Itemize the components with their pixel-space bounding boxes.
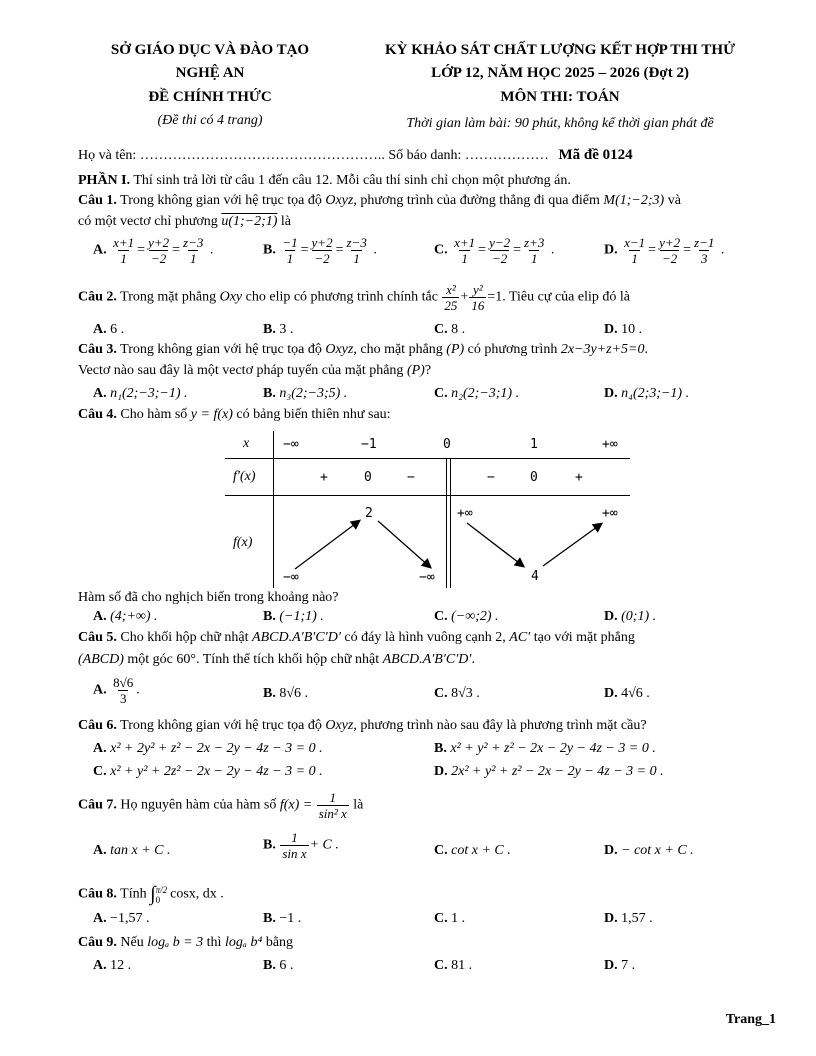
f-limit-bottom: −∞ (283, 570, 299, 585)
q6-label: Câu 6. (78, 718, 117, 733)
option-value: − cot x + C . (621, 843, 694, 858)
q7-text-b: là (349, 797, 364, 813)
q8-option-a[interactable] (93, 911, 150, 927)
frac-num: 8√6 (113, 675, 134, 690)
option-value: (4;+∞) . (110, 609, 158, 624)
option-label: D. (434, 764, 448, 779)
frac-num: x² (446, 282, 456, 297)
option-value: −1,57 . (110, 911, 150, 926)
option-value: x² + y² + 2z² − 2x − 2y − 4z − 3 = 0 . (110, 764, 323, 779)
frac-num: 1 (329, 790, 336, 805)
frac-den: 3 (119, 691, 127, 706)
f-limit-top: +∞ (602, 506, 618, 521)
f-limit-bottom: −∞ (419, 570, 435, 585)
frac-num: x+1 (454, 235, 476, 250)
frac-den: 1 (461, 251, 468, 266)
option-value: −1 . (279, 911, 302, 926)
official-label: ĐỀ CHÍNH THỨC (148, 89, 272, 105)
fprime-sign: − (487, 470, 495, 485)
frac-num: x−1 (624, 235, 646, 250)
option-value: tan x + C . (110, 843, 171, 858)
q5-option-a[interactable]: A. $\frac{8√6}{3}$ . (93, 675, 140, 706)
option-label: D. (604, 958, 618, 973)
frac-den: 1 (120, 251, 127, 266)
option-label: D. (604, 322, 618, 337)
q2-line1: Câu 2. Trong mặt phẳng Oxy cho elip có phương trình chính tắc $\frac{\text{x²}}{25}$ + $\frac{\text{y²}}{16}$ =1. Tiêu cự của elip đó là (78, 282, 630, 313)
option-value: 10 . (621, 322, 643, 337)
q2-option-b[interactable] (263, 322, 293, 338)
frac-num: z−3 (346, 235, 367, 250)
option-value: 6 . (110, 322, 125, 337)
q5-plane: (ABCD) (78, 652, 124, 667)
q1-text-b: , phương trình của đường thẳng đi qua điểm (353, 193, 604, 208)
q3-line2 (78, 363, 431, 379)
q1-line2 (78, 214, 291, 230)
q7-text: Họ nguyên hàm của hàm số (116, 797, 280, 813)
option-value: n₁(2;−3;−1) . (110, 386, 188, 401)
option-label: B. (263, 837, 276, 853)
q9-option-d[interactable] (604, 958, 635, 974)
q9-log-target: logₐ b⁴ (224, 935, 263, 950)
option-label: B. (263, 242, 276, 258)
f-max-value: 2 (365, 506, 373, 521)
f-min-value: 4 (531, 569, 539, 584)
exam-code: Mã đề 0124 (558, 147, 633, 163)
department-name: SỞ GIÁO DỤC VÀ ĐÀO TẠO (110, 42, 310, 58)
q5-text-b: có đáy là hình vuông cạnh (340, 630, 496, 645)
q8-option-c[interactable] (434, 911, 465, 927)
fprime-zero: 0 (530, 470, 538, 485)
q2-text-b: cho elip có phương trình chính tắc (242, 289, 442, 305)
frac-den: 1 (286, 251, 294, 266)
option-label: C. (434, 386, 448, 401)
q6-option-b[interactable] (434, 741, 656, 757)
option-label: B. (434, 741, 447, 756)
option-label: C. (434, 911, 448, 926)
part1-instruction: Thí sinh trả lời từ câu 1 đến câu 12. Mỗi câu thí sinh chỉ chọn một phương án. (130, 173, 571, 188)
option-label: D. (604, 686, 618, 701)
option-value: 8√3 . (451, 686, 480, 701)
q5-line2-end: . (471, 652, 475, 667)
option-value: 3 . (279, 322, 294, 337)
subject-title: MÔN THI: TOÁN (500, 89, 620, 105)
lower-bound: 0 (155, 894, 161, 905)
q4-question: Hàm số đã cho nghịch biến trong khoảng nào? (78, 590, 339, 605)
fprime-sign: − (407, 470, 415, 485)
q3-text-b: , cho mặt phẳng (353, 342, 447, 357)
q6-oxyz: Oxyz (325, 718, 354, 733)
q5-option-b[interactable] (263, 686, 308, 702)
option-label: C. (434, 609, 448, 624)
q3-line2-end: ? (424, 363, 432, 378)
q3-line1: Câu 3. Trong không gian với hệ trục tọa độ Oxyz, cho mặt phẳng (P) có phương trình 2x−3y+z+5=0. (78, 342, 648, 357)
q3-label: Câu 3. (78, 342, 117, 357)
q3-plane: (P) (446, 342, 465, 357)
q2-oxy: Oxy (219, 289, 243, 305)
q6-text-b: , phương trình nào sau đây là phương trình mặt cầu? (353, 718, 647, 733)
page-count-note: (Đề thi có 4 trang) (157, 113, 263, 128)
option-label: B. (263, 322, 276, 337)
q4-line1 (78, 407, 391, 423)
grade-year: LỚP 12, NĂM HỌC 2025 – 2026 (Đợt 2) (431, 65, 689, 81)
q5-box: ABCD.A′B′C′D′ (252, 630, 341, 645)
q1-label: Câu 1. (78, 193, 117, 208)
q1-option-a[interactable]: A. $\frac{x+1}{1}$ = $\frac{y+2}{-2}$ = $\frac{z-3}{1}$ . (93, 235, 214, 266)
option-label: B. (263, 609, 276, 624)
q4-option-c[interactable] (434, 609, 499, 625)
integral-bounds (156, 885, 168, 905)
frac-den: 1 (631, 251, 638, 266)
option-value: n₃(2;−3;5) . (279, 386, 348, 401)
q9-line1 (78, 935, 293, 951)
q1-point: M(1;−2;3) (603, 193, 665, 208)
q7-option-b[interactable] (263, 830, 339, 861)
frac-num: z−1 (694, 235, 715, 250)
q1-oxyz: Oxyz (325, 193, 354, 208)
option-value: 1 . (451, 911, 466, 926)
option-label: A. (93, 958, 107, 973)
q8-label: Câu 8. (78, 886, 117, 902)
option-label: D. (604, 609, 618, 624)
q5-text: Cho khối hộp chữ nhật (116, 630, 253, 645)
option-label: D. (604, 843, 618, 858)
option-label: A. (93, 682, 107, 698)
q5-label: Câu 5. (78, 630, 117, 645)
fprime-sign: + (575, 470, 583, 485)
student-info-row (78, 147, 633, 164)
option-label: D. (604, 911, 618, 926)
fprime-zero: 0 (364, 470, 372, 485)
q8-text: Tính (116, 886, 151, 902)
q9-log-condition: logₐ b = 3 (147, 935, 204, 950)
q3-text: Trong không gian với hệ trục tọa độ (116, 342, 326, 357)
option-value: x² + y² + z² − 2x − 2y − 4z − 3 = 0 . (450, 741, 656, 756)
frac-num: 1 (291, 830, 298, 845)
option-label: D. (604, 242, 618, 258)
q9-option-b[interactable] (263, 958, 293, 974)
option-value: cot x + C . (451, 843, 511, 858)
option-value: 7 . (621, 958, 636, 973)
frac-den: −2 (491, 251, 508, 266)
q4-option-a[interactable] (93, 609, 158, 625)
frac-num: y+2 (311, 235, 333, 250)
q3-equation: 2x−3y+z+5=0 (560, 342, 645, 357)
q5-text-d: tạo với mặt phẳng (530, 630, 635, 645)
q8-line1 (78, 883, 224, 906)
q3-option-d[interactable] (604, 386, 689, 402)
q2-option-a[interactable] (93, 322, 124, 338)
option-value: (0;1) . (621, 609, 657, 624)
frac-den: 1 (530, 251, 538, 266)
q9-text-c: bằng (262, 935, 294, 950)
q5-line2-text: một góc (123, 652, 177, 667)
q2-text: Trong mặt phẳng (116, 289, 220, 305)
q5-option-c[interactable] (434, 686, 480, 702)
frac-den: 25 (444, 298, 458, 313)
page-number: Trang_1 (725, 1012, 776, 1027)
q2-label: Câu 2. (78, 289, 117, 305)
option-label: A. (93, 386, 107, 401)
fprime-label: f′(x) (233, 469, 256, 484)
option-value: 4√6 . (621, 686, 650, 701)
option-label: B. (263, 958, 276, 973)
exam-title: KỲ KHẢO SÁT CHẤT LƯỢNG KẾT HỢP THI THỬ (384, 42, 736, 58)
option-value: 8 . (451, 322, 466, 337)
frac-num: x+1 (113, 235, 135, 250)
integral-sign: ∫ (150, 883, 156, 905)
q9-label: Câu 9. (78, 935, 117, 950)
option-value: 2x² + y² + z² − 2x − 2y − 4z − 3 = 0 . (451, 764, 664, 779)
q4-text: Cho hàm số (116, 407, 191, 422)
q5-line2 (78, 652, 475, 668)
option-label: C. (434, 958, 448, 973)
q6-line1 (78, 718, 647, 734)
q8-option-d[interactable] (604, 911, 653, 927)
q2-text-c: . Tiêu cự của elip đó là (502, 289, 630, 305)
q8-expression: cosx, dx . (170, 886, 224, 902)
q9-text-b: thì (203, 935, 225, 950)
option-label: C. (434, 686, 448, 701)
q5-side: 2 (495, 630, 503, 645)
fprime-sign: + (320, 470, 328, 485)
option-label: C. (434, 242, 448, 258)
increasing-arrow (295, 521, 359, 569)
q4-option-b[interactable] (263, 609, 324, 625)
frac-den: 1 (189, 251, 197, 266)
q2-eq: =1 (487, 289, 503, 305)
option-value: 12 . (110, 958, 132, 973)
frac-den: sin x (282, 846, 307, 861)
option-label: C. (93, 764, 107, 779)
frac-num: −1 (282, 235, 298, 250)
q8-option-b[interactable] (263, 911, 301, 927)
time-limit: Thời gian làm bài: 90 phút, không kể thời gian phát đề (406, 116, 714, 131)
option-value: 6 . (279, 958, 294, 973)
decreasing-arrow (378, 521, 430, 567)
q1-option-d[interactable]: D. $\frac{x-1}{1}$ = $\frac{y+2}{-2}$ = $\frac{z-1}{3}$ . (604, 235, 725, 266)
q1-text-c: và (664, 193, 681, 208)
x-value: 1 (530, 437, 538, 452)
q5-text-c: , (502, 630, 510, 645)
q3-option-a[interactable] (93, 386, 188, 402)
frac-num: z+3 (524, 235, 545, 250)
option-label: B. (263, 686, 276, 701)
student-name-field: Họ và tên: …………………………………………….. (78, 148, 385, 163)
x-value: −1 (361, 437, 377, 452)
q7-option-d[interactable] (604, 843, 694, 859)
q5-box-2: ABCD.A′B′C′D′ (382, 652, 472, 667)
q3-line2-plane: (P) (406, 363, 425, 378)
q6-option-d[interactable] (434, 764, 664, 780)
q4-function: y = f(x) (190, 407, 233, 422)
option-label: A. (93, 242, 107, 258)
upper-bound: π/2 (155, 884, 168, 895)
q5-diagonal: AC′ (509, 630, 531, 645)
frac-den: −2 (150, 251, 167, 266)
x-value: +∞ (602, 437, 618, 452)
frac-num: y² (472, 282, 483, 297)
option-value: + C . (309, 837, 339, 853)
option-value: n₂(2;−3;1) . (451, 386, 520, 401)
q5-line2-text-c: . Tính thể tích khối hộp chữ nhật (196, 652, 383, 667)
frac-den: sin² x (318, 806, 347, 821)
option-label: A. (93, 741, 107, 756)
trend-arrows (225, 431, 630, 588)
q4-text-b: có bảng biến thiên như sau: (232, 407, 391, 422)
student-id-field: Số báo danh: ……………… (388, 148, 549, 163)
option-value: (−∞;2) . (451, 609, 499, 624)
q1-vector: u(1;−2;1) (221, 214, 278, 229)
q1-option-b[interactable]: B. $\frac{-1}{1}$ = $\frac{y+2}{-2}$ = $\frac{z-3}{1}$ . (263, 235, 377, 266)
option-label: C. (434, 843, 448, 858)
q9-option-a[interactable] (93, 958, 131, 974)
q6-text: Trong không gian với hệ trục tọa độ (116, 718, 326, 733)
option-value: (−1;1) . (279, 609, 324, 624)
option-value: 8√6 . (279, 686, 309, 701)
option-label: A. (93, 911, 107, 926)
frac-den: −2 (314, 251, 330, 266)
q6-option-a[interactable] (93, 741, 323, 757)
option-value: x² + 2y² + z² − 2x − 2y − 4z − 3 = 0 . (110, 741, 323, 756)
x-value: −∞ (283, 437, 299, 452)
option-label: B. (263, 911, 276, 926)
q2-option-d[interactable] (604, 322, 642, 338)
frac-num: y−2 (489, 235, 511, 250)
q6-option-c[interactable] (93, 764, 323, 780)
option-label: B. (263, 386, 276, 401)
q7-function: f(x) = (279, 797, 313, 813)
decreasing-arrow (467, 523, 523, 566)
q5-angle: 60° (176, 652, 196, 667)
q5-option-d[interactable] (604, 686, 650, 702)
option-label: D. (604, 386, 618, 401)
frac-num: z−3 (183, 235, 204, 250)
q3-option-b[interactable] (263, 386, 347, 402)
q4-option-d[interactable] (604, 609, 656, 625)
frac-num: y+2 (148, 235, 170, 250)
f-label: f(x) (233, 535, 253, 550)
frac-den: 3 (700, 251, 708, 266)
option-value: n₄(2;3;−1) . (621, 386, 690, 401)
part1-heading (78, 173, 571, 189)
frac-den: 1 (353, 251, 360, 266)
q3-option-c[interactable] (434, 386, 519, 402)
q1-line2-end: là (277, 214, 292, 229)
q1-text: Trong không gian với hệ trục tọa độ (116, 193, 326, 208)
option-label: A. (93, 322, 107, 337)
part1-title: PHẦN I. (78, 173, 131, 188)
q1-line2-text: có một vectơ chỉ phương (78, 214, 222, 229)
q4-label: Câu 4. (78, 407, 117, 422)
frac-den: −2 (661, 251, 678, 266)
q7-line1 (78, 790, 363, 821)
q7-label: Câu 7. (78, 797, 117, 813)
q7-option-c[interactable] (434, 843, 511, 859)
f-limit-top: +∞ (457, 506, 473, 521)
option-value: 81 . (451, 958, 473, 973)
frac-num: y+2 (659, 235, 681, 250)
option-label: A. (93, 609, 107, 624)
q2-option-c[interactable] (434, 322, 465, 338)
q5-line1 (78, 630, 635, 646)
q9-option-c[interactable] (434, 958, 472, 974)
q3-text-c: có phương trình (464, 342, 561, 357)
q9-text: Nếu (116, 935, 148, 950)
option-label: C. (434, 322, 448, 337)
x-value: 0 (443, 437, 451, 452)
q1-option-c[interactable]: C. $\frac{x+1}{1}$ = $\frac{y-2}{-2}$ = $\frac{z+3}{1}$ . (434, 235, 555, 266)
q3-line2-text: Vectơ nào sau đây là một vectơ pháp tuyến của mặt phẳng (78, 363, 407, 378)
q7-option-a[interactable] (93, 843, 171, 859)
q3-oxyz: Oxyz (325, 342, 354, 357)
option-label: A. (93, 843, 107, 858)
increasing-arrow (543, 524, 601, 566)
q1-line1 (78, 193, 681, 209)
option-value: 1,57 . (621, 911, 653, 926)
province-name: NGHỆ AN (175, 65, 245, 81)
x-label: x (243, 436, 250, 451)
frac-den: 16 (471, 298, 485, 313)
variation-table (225, 431, 630, 588)
